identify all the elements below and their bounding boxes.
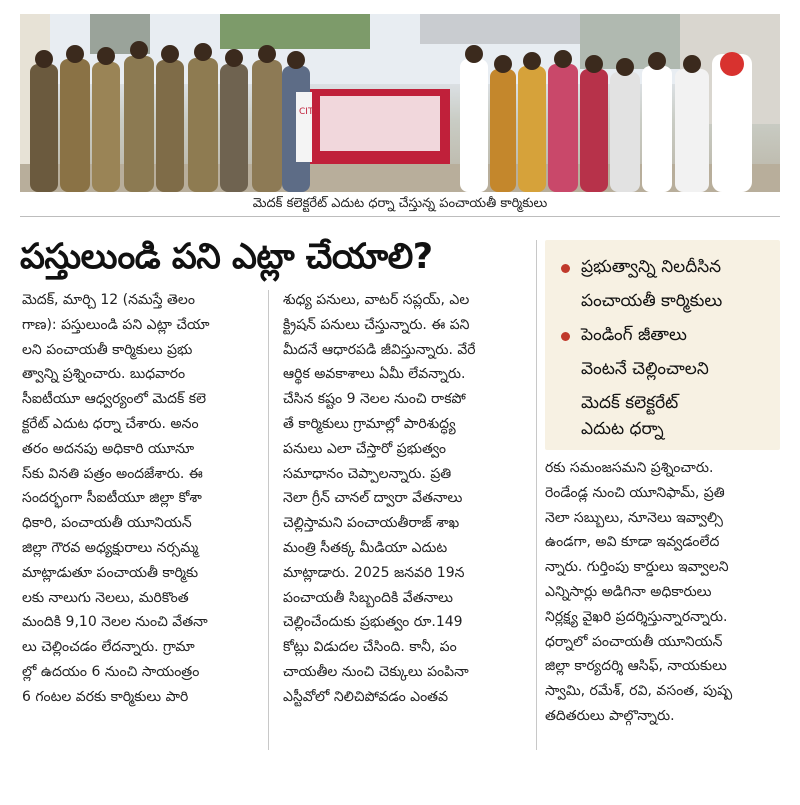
text-line: చెల్లిస్తామని పంచాయతీరాజ్ శాఖ <box>283 515 460 532</box>
text-line: రకు సమంజసమని ప్రశ్నించారు. <box>545 460 714 476</box>
text-line: మాట్లాడుతూ పంచాయతీ కార్మికు <box>22 564 199 581</box>
highlight-line: ఎదుట ధర్నా <box>581 419 664 439</box>
text-line: మంత్రి సీతక్క మీడియా ఎదుట <box>283 539 448 556</box>
text-line: లని పంచాయతీ కార్మికులు ప్రభు <box>22 341 193 358</box>
text-line: న్నారు. గుర్తింపు కార్డులు ఇవ్వాలని <box>545 559 729 576</box>
text-line: నిర్లక్ష్య వైఖరి ప్రదర్శిస్తున్నారన్నారు. <box>545 608 728 625</box>
headline: పస్తులుండి పని ఎట్లా చేయాలి? <box>20 237 433 277</box>
text-line: ఉండగా, అవి కూడా ఇవ్వడంలేద <box>545 534 720 551</box>
text-line: చేసిన కష్టం 9 నెలల నుంచి రాకపో <box>283 391 466 408</box>
text-line: 6 గంటల వరకు కార్మికులు పారి <box>22 688 189 705</box>
text-line: మెదక్, మార్చి 12 (నమస్తే తెలం <box>22 292 195 308</box>
text-line: నెలా సబ్బులు, నూనెలు ఇవ్వాల్సి <box>545 509 723 526</box>
text-line: క్ట్రిషన్ పనులు చేస్తున్నారు. ఈ పని <box>283 316 470 333</box>
text-line: ధికారి, పంచాయతీ యూనియన్ <box>22 515 192 532</box>
text-line: రెండేండ్ల నుంచి యూనిఫామ్, ప్రతి <box>545 484 725 501</box>
bullet-icon <box>561 332 570 341</box>
text-line: సమాధానం చెప్పాలన్నారు. ప్రతి <box>283 465 452 482</box>
text-line: సీఐటీయూ ఆధ్వర్యంలో మెదక్ కలె <box>22 391 207 408</box>
highlight-line: పెండింగ్ జీతాలు <box>581 325 687 345</box>
text-line: లు చెల్లించడం లేదన్నారు. గ్రామా <box>22 639 195 656</box>
text-line: ఆర్థిక అవకాశాలు ఏమీ లేవన్నారు. <box>283 366 466 383</box>
text-line: సందర్భంగా సీఐటీయూ జిల్లా కోశా <box>22 490 202 507</box>
text-line: స్వామి, రమేశ్, రవి, వసంత, పుష్ప <box>545 683 733 700</box>
text-line: కోట్లు విడుదల చేసింది. కానీ, పం <box>283 639 457 656</box>
protest-photo <box>20 14 780 192</box>
column-divider <box>536 240 537 750</box>
article-column-2 <box>283 288 528 710</box>
text-line: చెల్లించేందుకు ప్రభుత్వం రూ.149 <box>283 614 463 631</box>
text-line: తదితరులు పాల్గొన్నారు. <box>545 707 675 724</box>
banner-text: CITU <box>299 107 321 117</box>
text-line: లకు నాలుగు నెలలు, మరికొంత <box>22 589 189 606</box>
text-line: స్‌కు వినతి పత్రం అందజేశారు. ఈ <box>22 465 203 482</box>
text-line: ల్లో ఉదయం 6 నుంచి సాయంత్రం <box>22 663 200 680</box>
article-column-3 <box>545 456 785 729</box>
text-line: పంచాయతీ సిబ్బందికి వేతనాలు <box>283 589 453 606</box>
text-line: ధర్నాలో పంచాయతీ యూనియన్ <box>545 633 723 650</box>
highlight-line: వెంటనే చెల్లించాలని <box>581 359 709 379</box>
photo-caption: మెదక్ కలెక్టరేట్ ఎదుట ధర్నా చేస్తున్న పంచాయతీ కార్మికులు <box>20 192 780 217</box>
text-line: తరం అదనపు అధికారి యూనూ <box>22 440 195 457</box>
article-column-1 <box>22 288 254 710</box>
text-line: నెలా గ్రీన్ చానల్ ద్వారా వేతనాలు <box>283 490 463 507</box>
text-line: మందికి 9,10 నెలల నుంచి వేతనా <box>22 614 208 631</box>
text-line: ఎన్నిసార్లు అడిగినా అధికారులు <box>545 583 712 600</box>
text-line: జిల్లా కార్యదర్శి ఆసిఫ్, నాయకులు <box>545 658 727 675</box>
text-line: చాయతీల నుంచి చెక్కులు పంపినా <box>283 663 469 680</box>
bullet-icon <box>561 264 570 273</box>
text-line: గాణ): పస్తులుండి పని ఎట్లా చేయా <box>22 316 210 333</box>
text-line: శుధ్య పనులు, వాటర్ సప్లయ్, ఎల <box>283 292 470 308</box>
column-divider <box>268 290 269 750</box>
text-line: జిల్లా గౌరవ అధ్యక్షురాలు నర్సమ్మ <box>22 539 199 556</box>
text-line: ఎస్టీవోలో నిలిచిపోవడం ఎంతవ <box>283 688 449 705</box>
highlight-line: మెదక్ కలెక్టరేట్ <box>581 393 679 413</box>
text-line: తే కార్మికులు గ్రామాల్లో పారిశుద్ధ్య <box>283 415 456 432</box>
text-line: క్టరేట్ ఎదుట ధర్నా చేశారు. అనం <box>22 415 199 432</box>
text-line: పనులు ఎలా చేస్తారో ప్రభుత్వం <box>283 440 446 457</box>
text-line: త్వాన్ని ప్రశ్నించారు. బుధవారం <box>22 366 186 383</box>
highlight-box <box>545 240 780 450</box>
text-line: మాట్లాడారు. 2025 జనవరి 19న <box>283 564 465 581</box>
highlight-line: పంచాయతీ కార్మికులు <box>581 291 723 311</box>
text-line: మీదనే ఆధారపడి జీవిస్తున్నారు. వేరే <box>283 341 476 358</box>
highlight-line: ప్రభుత్వాన్ని నిలదీసిన <box>581 257 722 277</box>
